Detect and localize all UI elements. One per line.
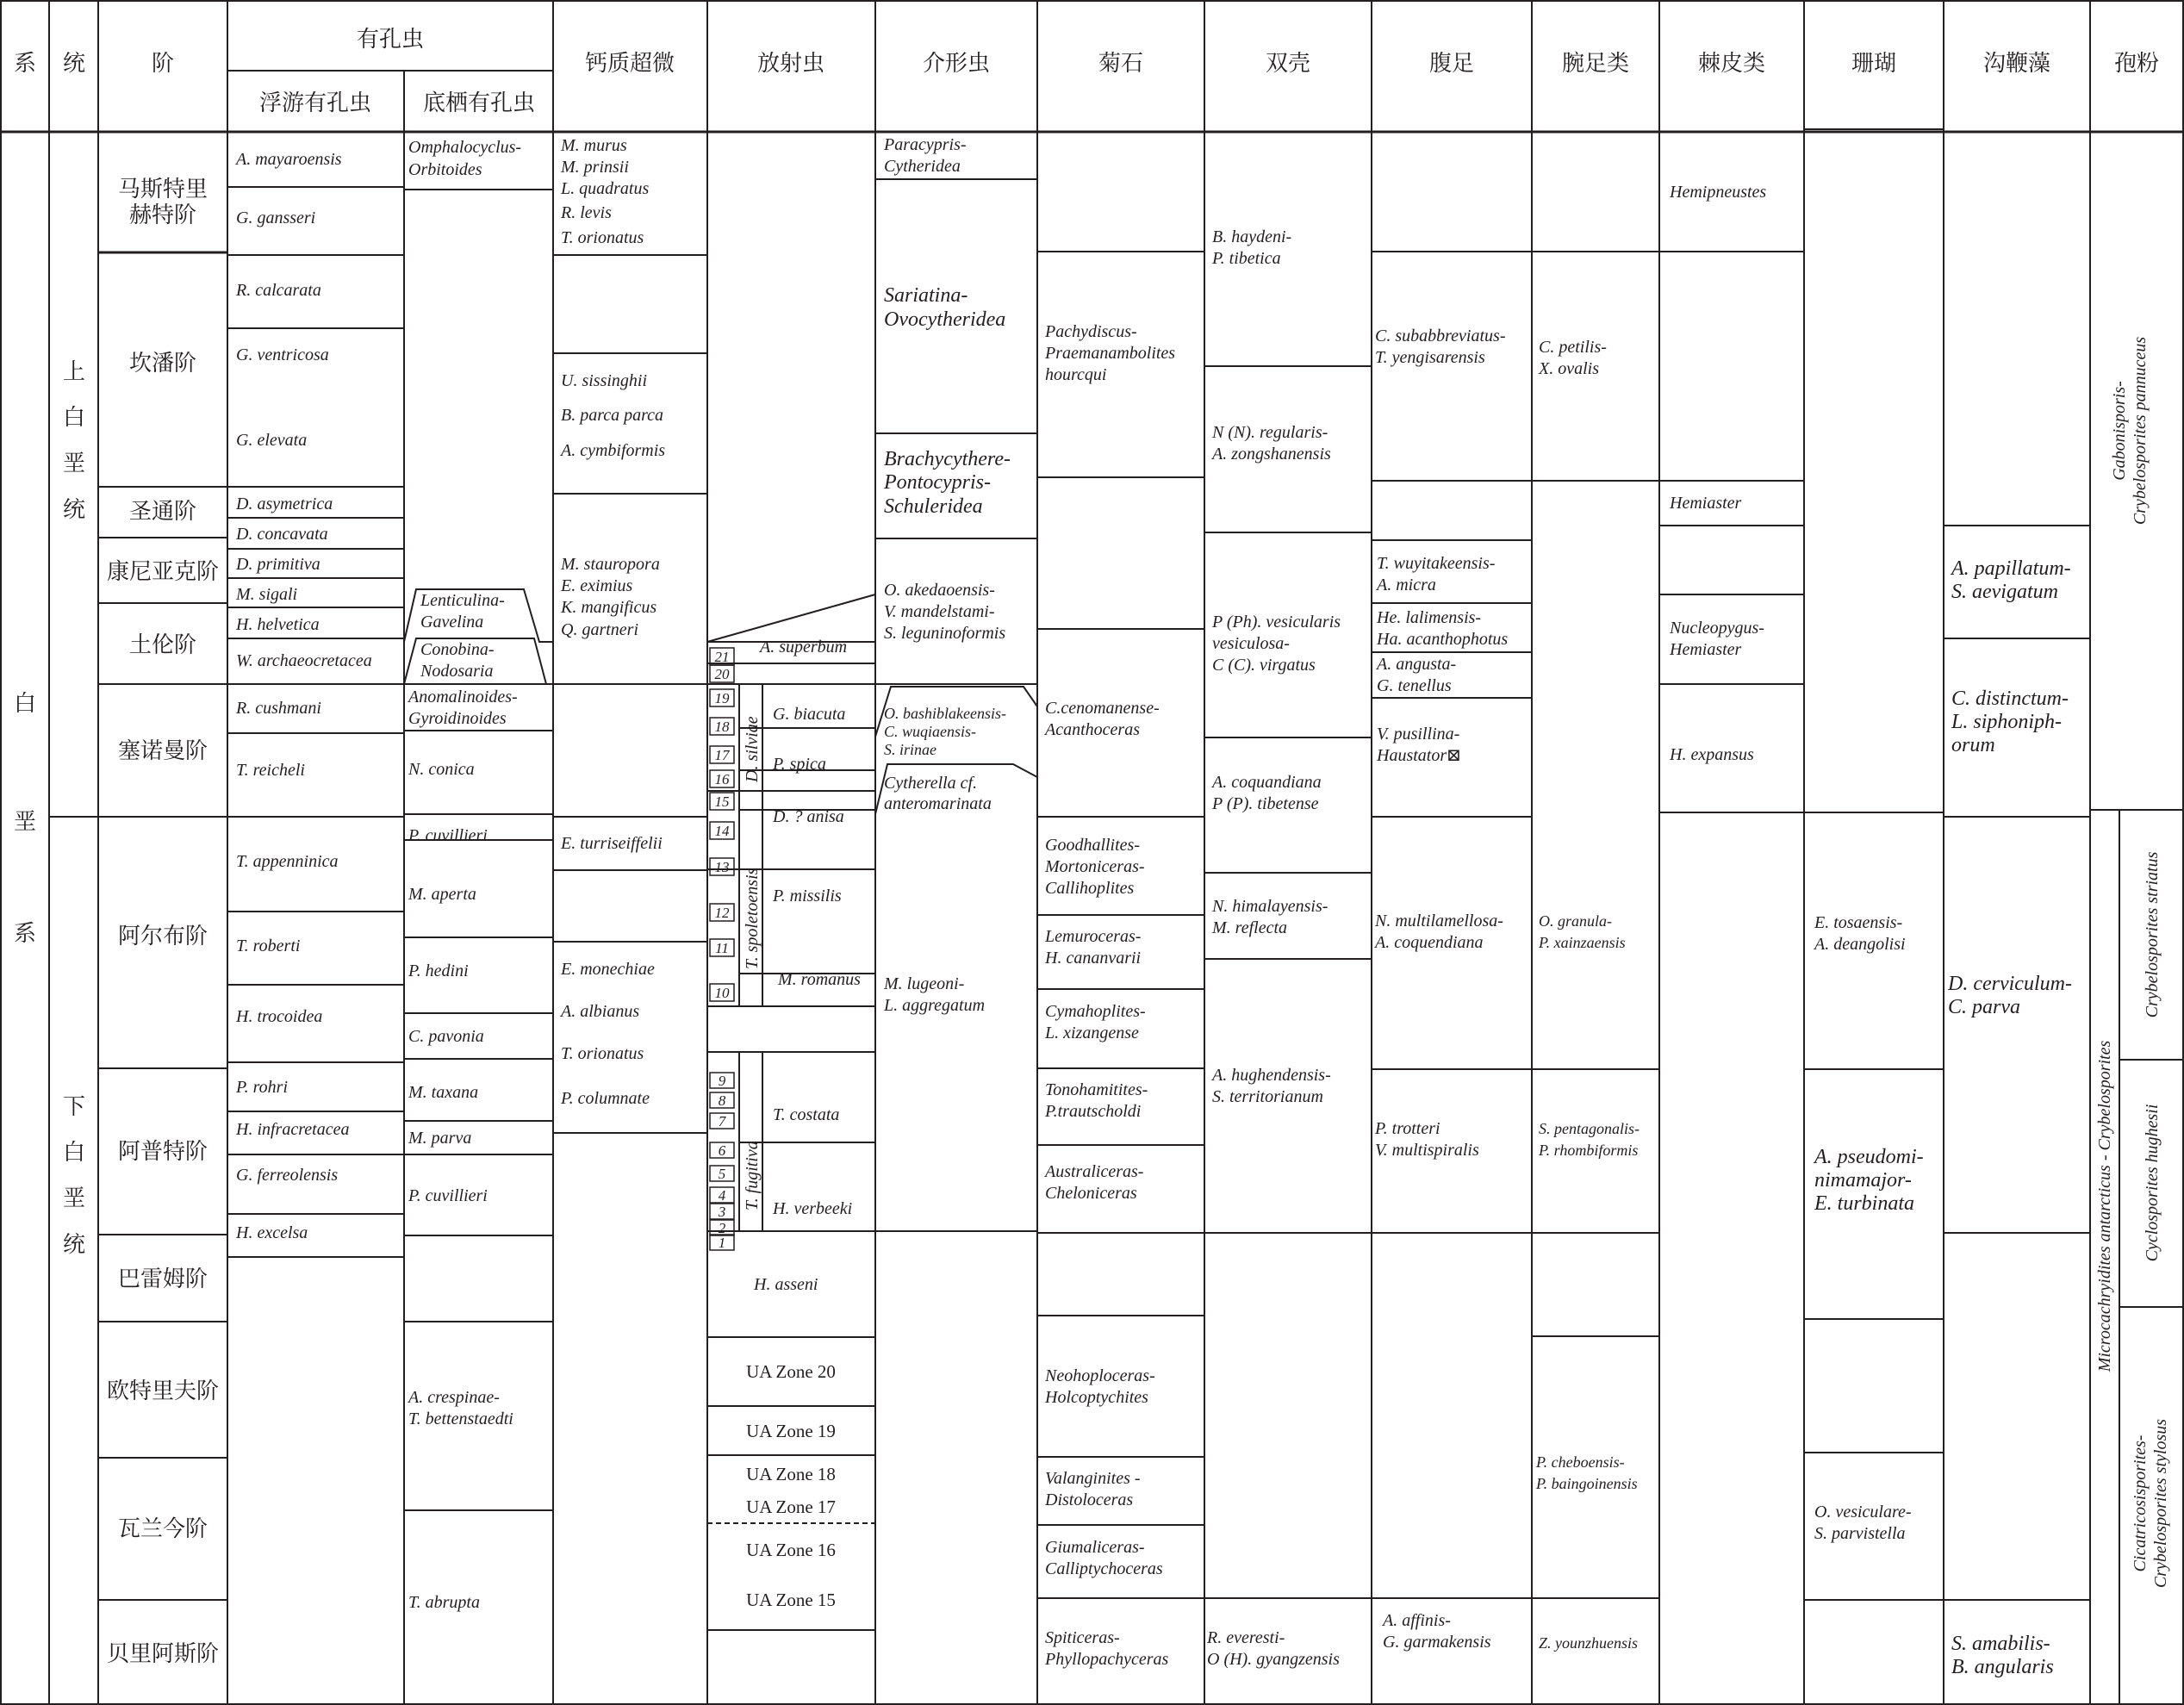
- zone-name: Paracypris-: [884, 135, 967, 154]
- zone-name: G. elevata: [236, 431, 308, 450]
- subzone-number: 7: [718, 1113, 726, 1129]
- zone-name: H. verbeeki: [773, 1199, 853, 1218]
- zone-name: Australiceras-: [1045, 1162, 1144, 1181]
- header-coral: 珊瑚: [1851, 51, 1897, 77]
- zone-name: S. irinae: [884, 741, 936, 758]
- zone-name: L. quadratus: [561, 179, 650, 198]
- zone-name: Cymahoplites-: [1045, 1002, 1146, 1021]
- zone-name: H. helvetica: [236, 615, 320, 634]
- zone-name: Cytheridea: [884, 157, 961, 176]
- zone-name: C (C). virgatus: [1212, 656, 1316, 675]
- zone-name: Orbitoides: [408, 160, 482, 179]
- zone-name: O. bashiblakeensis-: [884, 705, 1006, 722]
- zone-name: Gyroidinoides: [408, 709, 507, 728]
- stage-albian: 阿尔布阶: [117, 924, 208, 949]
- subzone-number: 16: [714, 771, 730, 787]
- header-system: 系: [13, 51, 37, 77]
- zone-name: A. superbum: [760, 638, 848, 656]
- zone-name: H. infracretacea: [236, 1120, 350, 1139]
- subzone-number: 19: [714, 690, 730, 706]
- subzone-number: 21: [714, 649, 730, 665]
- subzone-number: 1: [718, 1235, 726, 1251]
- subzone-number: 20: [714, 666, 730, 682]
- zone-name: M. stauropora: [561, 555, 660, 574]
- zone-name: Microcachryidites antarcticus - Crybelosporites: [2095, 1040, 2114, 1372]
- zone-name: O. vesiculare-: [1814, 1503, 1912, 1521]
- zone-name: T. orionatus: [561, 228, 644, 247]
- zone-name: P. cuvillieri: [408, 826, 488, 845]
- benthic-zones: [407, 138, 521, 1612]
- zone-name: M. taxana: [408, 1083, 479, 1102]
- zone-name: Omphalocyclus-: [408, 138, 522, 157]
- zone-name: Tonohamitites-: [1045, 1080, 1148, 1099]
- stage-valanginian: 瓦兰今阶: [117, 1516, 208, 1542]
- zone-name: G. gansseri: [236, 208, 316, 227]
- zone-name: A. deangolisi: [1814, 935, 1906, 954]
- zone-name: E. eximius: [561, 576, 633, 595]
- zone-name: Cicatricosisporites-: [2131, 1434, 2150, 1572]
- zone-name: Gavelina: [420, 613, 484, 632]
- zone-name: M. sigali: [236, 585, 298, 604]
- zone-name: P. cuvillieri: [408, 1186, 488, 1205]
- header-benthic: 底栖有孔虫: [422, 90, 536, 116]
- zone-name: H. cananvarii: [1045, 949, 1142, 968]
- zone-name: Giumaliceras-: [1045, 1538, 1145, 1557]
- zone-name: He. lalimensis-: [1377, 608, 1482, 627]
- zone-name: C.cenomanense-: [1045, 699, 1160, 718]
- zone-name: Callihoplites: [1045, 879, 1135, 898]
- zone-name: P. missilis: [773, 887, 842, 905]
- subzone-number: 10: [714, 985, 730, 1001]
- brachiopod-zones: [1535, 338, 1640, 1652]
- zone-name: D. cerviculum-: [1948, 973, 2072, 995]
- header-ostracod: 介形虫: [922, 51, 991, 77]
- zone-name: nimamajor-: [1814, 1169, 1912, 1192]
- stage-santonian: 圣通阶: [128, 499, 197, 525]
- zone-name: E. turriseiffelii: [561, 834, 663, 853]
- zone-name: Schulerideа: [884, 495, 983, 518]
- header-ammonite: 菊石: [1098, 51, 1144, 77]
- zone-name: Hemipneustes: [1670, 183, 1767, 202]
- zone-name: Gabonisporis-: [2110, 381, 2129, 481]
- zone-name: C. petilis-: [1539, 338, 1607, 357]
- zone-name: A. crespinae-: [408, 1388, 500, 1407]
- header-planktonic: 浮游有孔虫: [258, 90, 372, 116]
- zone-name: Crybelosporites pannuceus: [2131, 336, 2150, 526]
- subzone-number: 17: [714, 747, 730, 763]
- zone-name: H. expansus: [1670, 745, 1754, 764]
- zone-name: M. parva: [408, 1129, 472, 1148]
- zone-name: A. albianus: [561, 1002, 640, 1021]
- zone-name: Nucleopygus-: [1670, 619, 1764, 638]
- bivalve-zones: [1206, 227, 1341, 1669]
- zone-name: A. micra: [1377, 576, 1436, 594]
- header-nanno: 钙质超微: [584, 51, 675, 77]
- zone-name: Calliptychoceras: [1045, 1559, 1163, 1578]
- zone-name: P. trotteri: [1375, 1119, 1440, 1138]
- header-bivalve: 双壳: [1265, 51, 1311, 77]
- zone-name: A. coquandiana: [1212, 773, 1322, 792]
- zone-name: M. romanus: [778, 970, 861, 989]
- zone-name: L. xizangense: [1045, 1024, 1139, 1042]
- zone-name: Crybelosporites striatus: [2143, 851, 2162, 1018]
- zone-name: Sariatina-: [884, 284, 968, 307]
- stage-aptian: 阿普特阶: [117, 1139, 208, 1165]
- zone-name: P. hedini: [408, 961, 469, 980]
- subzone-number: 13: [714, 859, 730, 875]
- zone-name: N (N). regularis-: [1212, 423, 1328, 442]
- zone-name: P. tibetica: [1212, 249, 1281, 268]
- zone-name: D. primitiva: [236, 555, 320, 574]
- zone-name: M. reflecta: [1212, 918, 1288, 937]
- zone-name: S. territorianum: [1212, 1087, 1323, 1106]
- zone-name: P. cheboensis-: [1536, 1453, 1625, 1471]
- zone-name: T. costata: [773, 1105, 840, 1124]
- ua-zone: UA Zone 16: [746, 1540, 836, 1560]
- subzone-number: 9: [718, 1073, 726, 1089]
- zone-name: L. aggregatum: [884, 996, 986, 1015]
- zone-name: Conobina-: [420, 640, 495, 659]
- zone-name: N. multilamellosa-: [1375, 912, 1503, 930]
- stage-hauterivian: 欧特里夫阶: [106, 1378, 220, 1404]
- zone-name: R. cushmani: [236, 699, 321, 718]
- zone-name: V. mandelstami-: [884, 602, 995, 621]
- zone-name: G. garmakensis: [1383, 1633, 1491, 1652]
- subzone-number: 11: [715, 940, 729, 956]
- subzone-number: 8: [718, 1092, 726, 1109]
- zone-name: A. angusta-: [1377, 655, 1457, 674]
- subzone-number: 14: [714, 823, 730, 839]
- zone-name: G. biacuta: [773, 705, 846, 724]
- zone-name: Hemiaster: [1670, 640, 1742, 659]
- zone-name: Distoloceras: [1045, 1490, 1134, 1509]
- zone-name: Ovocytheridea: [884, 308, 1006, 331]
- ua-zone: UA Zone 17: [746, 1497, 836, 1517]
- zone-name: A. papillatum-: [1951, 557, 2071, 580]
- zone-name: M. murus: [561, 136, 627, 155]
- echinoid-zones: [1669, 183, 1766, 764]
- zone-name: P. rhombiformis: [1539, 1142, 1639, 1159]
- zone-name: P. baingoinensis: [1536, 1475, 1638, 1492]
- zone-name: T. roberti: [236, 937, 301, 955]
- header-stage: 阶: [151, 51, 175, 77]
- zone-name: vesiculosa-: [1212, 634, 1290, 653]
- zone-name: R. everesti-: [1207, 1628, 1285, 1647]
- planktonic-zones: [234, 150, 372, 1242]
- stage-coniacian: 康尼亚克阶: [106, 559, 220, 585]
- zone-name: K. mangificus: [561, 598, 657, 617]
- zone-name: C. parva: [1948, 996, 2020, 1018]
- ua-zone: UA Zone 18: [746, 1464, 836, 1484]
- zone-name: X. ovalis: [1539, 359, 1599, 378]
- zone-name: G. tenellus: [1377, 676, 1452, 695]
- zone-name: S. amabilis-: [1951, 1633, 2050, 1655]
- zone-name: N. conica: [408, 760, 475, 779]
- ua-zone: UA Zone 19: [746, 1421, 836, 1441]
- zone-name: Z. younzhuensis: [1539, 1634, 1639, 1652]
- header-foram: 有孔虫: [356, 27, 425, 53]
- zone-name: N. himalayensis-: [1212, 897, 1328, 916]
- zone-name: A. coquendiana: [1375, 933, 1484, 952]
- zone-name: C. subabbreviatus-: [1375, 327, 1506, 345]
- zone-name: Lenticulina-: [420, 591, 505, 610]
- zone-name: G. ferreolensis: [236, 1166, 339, 1185]
- zone-name: H. trocoidea: [236, 1007, 323, 1026]
- zone-name: A. zongshanensis: [1212, 445, 1331, 464]
- zone-name: O. akedaoensis-: [884, 581, 995, 600]
- zone-name: C. pavonia: [408, 1027, 484, 1046]
- zone-name: T. appenninica: [236, 852, 339, 871]
- zone-name: S. aevigatum: [1951, 581, 2058, 603]
- zone-name: P.trautscholdi: [1045, 1102, 1142, 1121]
- zone-name: W. archaeocretacea: [236, 651, 372, 670]
- zone-name: anteromarinata: [884, 794, 992, 813]
- zone-name: A. mayaroensis: [236, 150, 342, 169]
- dinoflagellate-zones: [1947, 557, 2072, 1678]
- zone-name: Spiticeras-: [1045, 1628, 1120, 1647]
- zone-name: T. abrupta: [408, 1593, 480, 1612]
- zone-name: H. asseni: [754, 1275, 818, 1294]
- zone-name: Lemuroceras-: [1045, 927, 1142, 946]
- zone-name: P. columnate: [561, 1089, 650, 1108]
- header-gastropod: 腹足: [1428, 51, 1475, 77]
- zone-name: T. bettenstaedti: [408, 1409, 513, 1428]
- ammonite-zones: [1043, 322, 1175, 1669]
- subzone-number: 5: [718, 1166, 726, 1182]
- zone-name: B. parca parca: [561, 406, 664, 425]
- stage-column: [107, 177, 219, 1667]
- zone-name: Crybelosporites stylosus: [2151, 1418, 2170, 1589]
- subzone-number: 3: [718, 1204, 726, 1220]
- ostracod-zones: [883, 135, 1011, 1015]
- zone-name: Brachycythere-: [884, 448, 1011, 470]
- zone-name: Praemanambolites: [1045, 344, 1176, 363]
- zone-name: T. orionatus: [561, 1044, 644, 1063]
- zone-name: C. wuqiaensis-: [884, 723, 977, 740]
- zone-name: P. rohri: [236, 1078, 289, 1097]
- zone-name: M. prinsii: [561, 158, 629, 177]
- radiolaria-zones: [715, 638, 862, 1610]
- subzone-number: 2: [718, 1220, 726, 1236]
- zone-name: A. affinis-: [1383, 1611, 1451, 1630]
- vertical-zone-label: T. fugitiva: [743, 1141, 762, 1210]
- header-echinoid: 棘皮类: [1697, 51, 1766, 77]
- header-series: 统: [62, 51, 86, 77]
- zone-name: hourcqui: [1045, 365, 1107, 384]
- zone-name: P (P). tibetense: [1212, 794, 1319, 813]
- zone-name: Nodosaria: [420, 662, 494, 681]
- zone-name: P. spica: [773, 755, 826, 774]
- subzone-number: 12: [714, 905, 730, 921]
- header-spore: 孢粉: [2113, 51, 2160, 77]
- subzone-number: 6: [718, 1142, 726, 1159]
- zone-name: Pontocypris-: [884, 471, 991, 494]
- zone-name: E. turbinata: [1814, 1192, 1915, 1215]
- stage-turonian: 土伦阶: [128, 632, 197, 658]
- lower-series-label: 下白垩统: [62, 1094, 86, 1258]
- header-brachiopod: 腕足类: [1561, 51, 1630, 77]
- zone-name: Cheloniceras: [1045, 1184, 1137, 1203]
- stage-campanian: 坎潘阶: [128, 351, 197, 376]
- zone-name: A. hughendensis-: [1212, 1066, 1331, 1085]
- zone-name: O (H). gyangzensis: [1207, 1650, 1340, 1669]
- zone-name: H. excelsa: [236, 1223, 308, 1242]
- zone-name: O. granula-: [1539, 912, 1612, 930]
- zone-name: Holcoptychites: [1045, 1388, 1148, 1407]
- zone-name: T. reicheli: [236, 761, 305, 780]
- header-dinoflagellate: 沟鞭藻: [1982, 51, 2051, 77]
- coral-zones: [1813, 913, 1924, 1543]
- zone-name: Cytherella cf.: [884, 774, 978, 793]
- subzone-number: 18: [714, 719, 730, 735]
- vertical-zone-label: T. spoletoensis: [743, 868, 762, 969]
- header-radiolaria: 放射虫: [756, 51, 825, 77]
- zone-name: S. leguninoformis: [884, 624, 1006, 643]
- zone-name: Cyclosporites hughesii: [2143, 1104, 2162, 1262]
- zone-name: V. multispiralis: [1375, 1141, 1479, 1160]
- zone-name: Q. gartneri: [561, 620, 638, 639]
- stage-maastrichtian-2: 赫特阶: [128, 202, 197, 228]
- zone-name: G. ventricosa: [236, 345, 329, 364]
- zone-name: Phyllopachyceras: [1045, 1650, 1169, 1669]
- zone-name: P. xainzaensis: [1539, 934, 1626, 951]
- zone-name: T. yengisarensis: [1375, 348, 1485, 367]
- zone-name: D. asymetrica: [236, 495, 333, 513]
- zone-name: Acanthoceras: [1045, 720, 1140, 739]
- zone-name: R. levis: [561, 203, 612, 222]
- zone-name: Haustator⊠: [1377, 746, 1461, 765]
- subzone-number: 15: [714, 793, 730, 810]
- subzone-number: 4: [718, 1187, 726, 1204]
- zone-name: Ha. acanthophotus: [1377, 630, 1509, 649]
- zone-name: Pachydiscus-: [1045, 322, 1137, 341]
- zone-name: V. pusillina-: [1377, 725, 1460, 744]
- stage-cenomanian: 塞诺曼阶: [117, 738, 208, 764]
- zone-name: T. wuyitakeensis-: [1377, 554, 1496, 573]
- zone-name: Goodhallites-: [1045, 836, 1140, 855]
- zone-name: B. haydeni-: [1212, 227, 1292, 246]
- nanno-zones: [559, 136, 665, 1108]
- zone-name: P (Ph). vesicularis: [1212, 613, 1341, 632]
- zone-name: E. tosaensis-: [1814, 913, 1903, 932]
- upper-series-label: 上白垩统: [62, 359, 86, 523]
- spore-zones: [2095, 337, 2170, 1588]
- ua-zone: UA Zone 15: [746, 1590, 836, 1610]
- zone-name: L. siphoniph-: [1951, 711, 2063, 733]
- zone-name: C. distinctum-: [1951, 688, 2069, 710]
- zone-name: Valanginites -: [1045, 1469, 1141, 1488]
- system-label: 白垩系: [13, 691, 37, 947]
- zone-name: Mortoniceras-: [1045, 857, 1145, 876]
- zone-name: U. sissinghii: [561, 371, 648, 390]
- zone-name: E. monechiae: [561, 960, 655, 979]
- stage-berriasian: 贝里阿斯阶: [106, 1641, 220, 1667]
- zone-name: D. ? anisa: [773, 807, 844, 826]
- zone-name: Anomalinoides-: [408, 688, 518, 706]
- zone-name: M. aperta: [408, 885, 476, 904]
- zone-name: R. calcarata: [236, 281, 321, 300]
- zone-name: D. concavata: [236, 525, 328, 544]
- stage-barremian: 巴雷姆阶: [117, 1266, 208, 1292]
- zone-name: Neohoploceras-: [1045, 1366, 1155, 1385]
- zone-name: orum: [1951, 734, 1995, 756]
- gastropod-zones: [1373, 327, 1508, 1652]
- zone-name: Hemiaster: [1670, 494, 1742, 513]
- zone-name: A. cymbiformis: [561, 441, 666, 460]
- zone-name: B. angularis: [1951, 1656, 2054, 1678]
- zone-name: S. parvistella: [1814, 1524, 1906, 1543]
- stage-maastrichtian-1: 马斯特里: [117, 177, 208, 202]
- zone-name: A. pseudomi-: [1814, 1146, 1924, 1168]
- zone-name: S. pentagonalis-: [1539, 1120, 1640, 1137]
- vertical-zone-label: D. silviae: [743, 716, 762, 782]
- zone-name: M. lugeoni-: [884, 974, 965, 993]
- ua-zone: UA Zone 20: [746, 1361, 836, 1382]
